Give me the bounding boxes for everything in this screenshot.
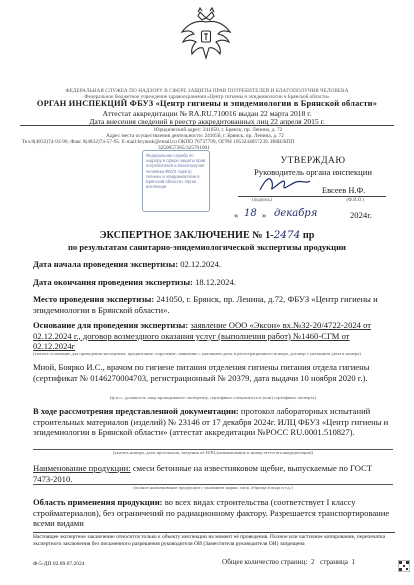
document-title: ЭКСПЕРТНОЕ ЗАКЛЮЧЕНИЕ № 1-2474 пр — [99, 229, 315, 241]
registry-line: Дата внесения сведений в реестр аккредитованных лиц 22 апреля 2015 г. — [89, 117, 325, 126]
approver-role: Руководитель органа инспекции — [254, 167, 372, 177]
coat-of-arms-icon — [176, 4, 236, 64]
footer-divider — [33, 532, 395, 533]
product-field: Наименование продукции: смеси бетонные на известняковом щебне, выпускаемые по ГОСТ 7473-2010. — [33, 463, 373, 484]
legal-address: Юридический адрес: 241050, г. Брянск, пр. Ленина, д. 72 — [154, 127, 283, 133]
institution-line: Федеральное бюджетное учреждение здравоохранения «Центр гигиены и эпидемиологии в Брянской области» — [84, 94, 330, 100]
approval-date: « 18 » декабря 2024г. — [234, 208, 372, 220]
product-caption: (полное наименование продукции с указанием марки, типа, образца и вида и т.д.) — [133, 485, 293, 490]
organization-stamp: Федеральная служба по надзору в сфере защиты прав потребителей и благополучия человека ФБУЗ «Центр гигиены и эпидемиологии в Брянской области» Орган инспекции — [142, 150, 210, 212]
date-day: 18 — [244, 208, 257, 219]
signature-image — [256, 172, 314, 196]
documents-field: В ходе рассмотрения представленной документации: протокол лабораторных испытаний строительных материалов (изделий) № 23146 от 17 декабря 2024г. ИЛЦ ФБУЗ «Центр гигиены и эпидемиологии в Брянской области» (аттестат аккредитации №РОСС RU.0001.510827). — [33, 406, 389, 438]
documents-caption: (указать номера, даты протоколов, сведения об ИЛЦ (наименование и номер аттестата аккредитации)) — [112, 450, 314, 455]
document-number: 2474 — [273, 229, 301, 241]
footer-note: Настоящее экспертное заключение относится только к объекту инспекции на момент её проведения. Полное или частичное копирование, перепечатка экспертного заключения без письменного разрешения руководителя ОИ (Заместителя руководителя ОИ) запрещена — [33, 534, 386, 547]
header-divider — [20, 125, 394, 126]
organ-line: ОРГАН ИНСПЕКЦИЙ ФБУЗ «Центр гигиены и эпидемиологии в Брянской области» — [36, 99, 378, 108]
document-subtitle: по результатам санитарно-эпидемиологической экспертизы продукции — [67, 242, 346, 252]
federal-service-line: ФЕДЕРАЛЬНАЯ СЛУЖБА ПО НАДЗОРУ В СФЕРЕ ЗАЩИТЫ ПРАВ ПОТРЕБИТЕЛЕЙ И БЛАГОПОЛУЧИЯ ЧЕЛОВЕКА — [65, 88, 349, 94]
start-date-field: Дата начала проведения экспертизы: 02.12.2024. — [33, 259, 222, 269]
end-date-field: Дата окончания проведения экспертизы: 18.12.2024. — [33, 277, 236, 287]
date-year: 2024г. — [350, 210, 372, 220]
approver-name: Евсеев Н.Ф. — [322, 186, 366, 195]
attestat-line: Аттестат аккредитации № RA.RU.710016 выдан 22 марта 2018 г. — [102, 109, 312, 118]
activity-address: Адрес места осуществления деятельности: 241050, г. Брянск, пр. Ленина, д. 72 — [106, 133, 284, 139]
date-month: декабря — [274, 208, 318, 219]
approve-label: УТВЕРЖДАЮ — [280, 156, 346, 166]
basis-field: Основание для проведения экспертизы: заявление ООО «Эксон» вх.№32-20/4722-2024 от 02.12.2024 г., договор возмездного оказания услуг (выполнения работ) №1460-СГМ от 02.12.2024г — [33, 320, 372, 352]
page-counter: Общее количество страниц: 2 страница 1 — [222, 558, 356, 566]
expert-caption: (ф.и.о., должность лица проводившего экспертизу, сертификат специалиста и (или) сертификат эксперта) — [110, 395, 316, 400]
signature-captions: (подпись) (Ф.И.О.) — [252, 198, 364, 203]
expert-field: Мной, Бояркo И.С., врачом по гигиене питания отделения гигиены питания отдела гигиены (сертификат № 0146270004703, регистрационный № 20379, дата выдачи 10 ноября 2020 г.). — [33, 362, 370, 383]
signature-line — [238, 196, 386, 197]
place-field: Место проведения экспертизы: 241050, г. Брянск, пр. Ленина, д.72, ФБУЗ «Центр гигиены и эпидемиологии в Брянской области». — [33, 294, 378, 315]
inn-line: 3250057365/325701001 — [158, 145, 210, 151]
qr-code-icon — [398, 560, 410, 572]
contacts-line: Тел.8(4832)74-93-90, Факс 8(4832)74-57-95. E-mail:bryansk@email.ru ОКПО 76737799, ОГРН 1053244057239. ИНН/КПП — [22, 139, 295, 145]
form-code: Ф-5-ДП 02.09.07.2024 — [33, 561, 85, 567]
scope-field: Область применения продукции: во всех видах строительства (соответствует I классу стройматериалов), без ограничений по радиационному фактору. Разрешается транспортирование всеми видами — [33, 497, 390, 529]
basis-caption: (указать основание для проведения экспертизы: предписание, поручение, заявление с указанием даты и регистрационного номера, договор с указанием даты и номера) — [33, 351, 361, 356]
